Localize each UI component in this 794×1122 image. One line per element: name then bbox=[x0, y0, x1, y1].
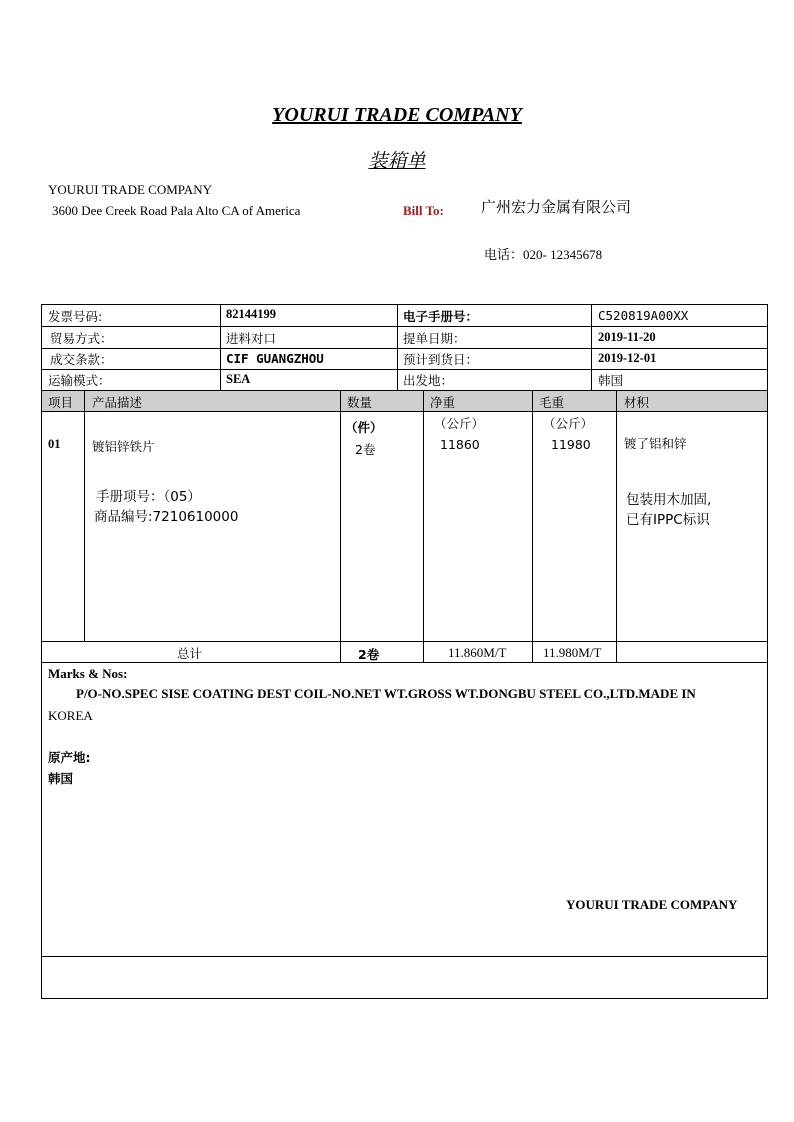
column-divider bbox=[532, 391, 533, 663]
item-number: 01 bbox=[48, 437, 61, 451]
item-quantity: 2卷 bbox=[355, 442, 376, 457]
origin-port-value: 韩国 bbox=[598, 373, 624, 388]
row-divider bbox=[41, 956, 768, 957]
arrival-label: 预计到货日： bbox=[403, 352, 479, 367]
table-border-bottom bbox=[41, 998, 768, 999]
column-divider bbox=[397, 304, 398, 391]
row-divider bbox=[41, 326, 768, 327]
row-divider bbox=[41, 369, 768, 370]
table-border-top bbox=[41, 304, 768, 305]
seller-address: 3600 Dee Creek Road Pala Alto CA of America bbox=[52, 203, 301, 218]
row-divider bbox=[41, 662, 768, 663]
column-divider bbox=[340, 391, 341, 663]
bill-date-label: 提单日期： bbox=[403, 331, 466, 346]
phone-number: 电话：020- 12345678 bbox=[484, 247, 603, 262]
packing-note-line2: 已有IPPC标识 bbox=[626, 512, 710, 528]
document-title: YOURUI TRADE COMPANY bbox=[272, 104, 522, 126]
handbook-item-number: 手册项号：（05） bbox=[96, 489, 201, 505]
arrival-value: 2019-12-01 bbox=[598, 351, 657, 365]
total-label: 总计 bbox=[177, 646, 203, 661]
bill-to-name: 广州宏力金属有限公司 bbox=[481, 198, 632, 216]
column-divider bbox=[616, 391, 617, 663]
packing-note-line1: 包装用木加固, bbox=[626, 492, 712, 508]
row-divider bbox=[41, 411, 768, 412]
net-weight-unit: （公斤） bbox=[434, 416, 485, 431]
seller-name: YOURUI TRADE COMPANY bbox=[48, 182, 212, 197]
row-divider bbox=[41, 641, 768, 642]
row-divider bbox=[41, 348, 768, 349]
marks-line2: KOREA bbox=[48, 708, 93, 723]
product-code: 商品编号:7210610000 bbox=[94, 509, 239, 525]
bill-date-value: 2019-11-20 bbox=[598, 330, 656, 344]
origin-port-label: 出发地： bbox=[403, 373, 454, 388]
column-divider bbox=[591, 304, 592, 391]
signature-company: YOURUI TRADE COMPANY bbox=[566, 897, 738, 912]
column-divider bbox=[423, 391, 424, 663]
column-header-description: 产品描述 bbox=[92, 395, 143, 410]
item-material: 镀了铝和锌 bbox=[624, 436, 687, 451]
column-header-material: 材积 bbox=[624, 395, 650, 410]
handbook-no-label: 电子手册号： bbox=[403, 309, 479, 324]
column-divider bbox=[84, 391, 85, 642]
table-border-left bbox=[41, 304, 42, 999]
table-border-right bbox=[767, 304, 768, 999]
transport-value: SEA bbox=[226, 372, 251, 386]
invoice-no-label: 发票号码: bbox=[48, 309, 103, 324]
invoice-no-value: 82144199 bbox=[226, 307, 276, 321]
column-header-net-weight: 净重 bbox=[430, 395, 456, 410]
item-name: 镀铝锌铁片 bbox=[92, 439, 155, 454]
quantity-unit: （件） bbox=[345, 420, 383, 435]
item-net-weight: 11860 bbox=[440, 437, 480, 452]
marks-label: Marks & Nos: bbox=[48, 666, 128, 681]
column-header-item: 项目 bbox=[48, 395, 74, 410]
origin-value: 韩国 bbox=[48, 771, 74, 786]
column-header-gross-weight: 毛重 bbox=[539, 395, 565, 410]
transport-label: 运输模式： bbox=[48, 373, 111, 388]
column-divider bbox=[220, 304, 221, 391]
trade-mode-value: 进料对口 bbox=[226, 331, 277, 346]
document-subtitle: 装箱单 bbox=[368, 150, 426, 172]
total-quantity: 2卷 bbox=[358, 647, 380, 662]
column-header-quantity: 数量 bbox=[347, 395, 373, 410]
terms-value: CIF GUANGZHOU bbox=[226, 351, 324, 366]
column-header-background bbox=[41, 391, 767, 411]
handbook-no-value: C520819A00XX bbox=[598, 308, 689, 323]
marks-line1: P/O-NO.SPEC SISE COATING DEST COIL-NO.NET WT.GROSS WT.DONGBU STEEL CO.,LTD.MADE IN bbox=[76, 686, 696, 701]
item-gross-weight: 11980 bbox=[551, 437, 591, 452]
bill-to-label: Bill To: bbox=[403, 203, 444, 218]
terms-label: 成交条款： bbox=[50, 352, 113, 367]
row-divider bbox=[41, 390, 768, 391]
gross-weight-unit: （公斤） bbox=[543, 416, 594, 431]
total-gross-weight: 11.980M/T bbox=[543, 645, 602, 660]
trade-mode-label: 贸易方式： bbox=[50, 331, 113, 346]
origin-label: 原产地: bbox=[48, 750, 91, 765]
total-net-weight: 11.860M/T bbox=[448, 645, 507, 660]
